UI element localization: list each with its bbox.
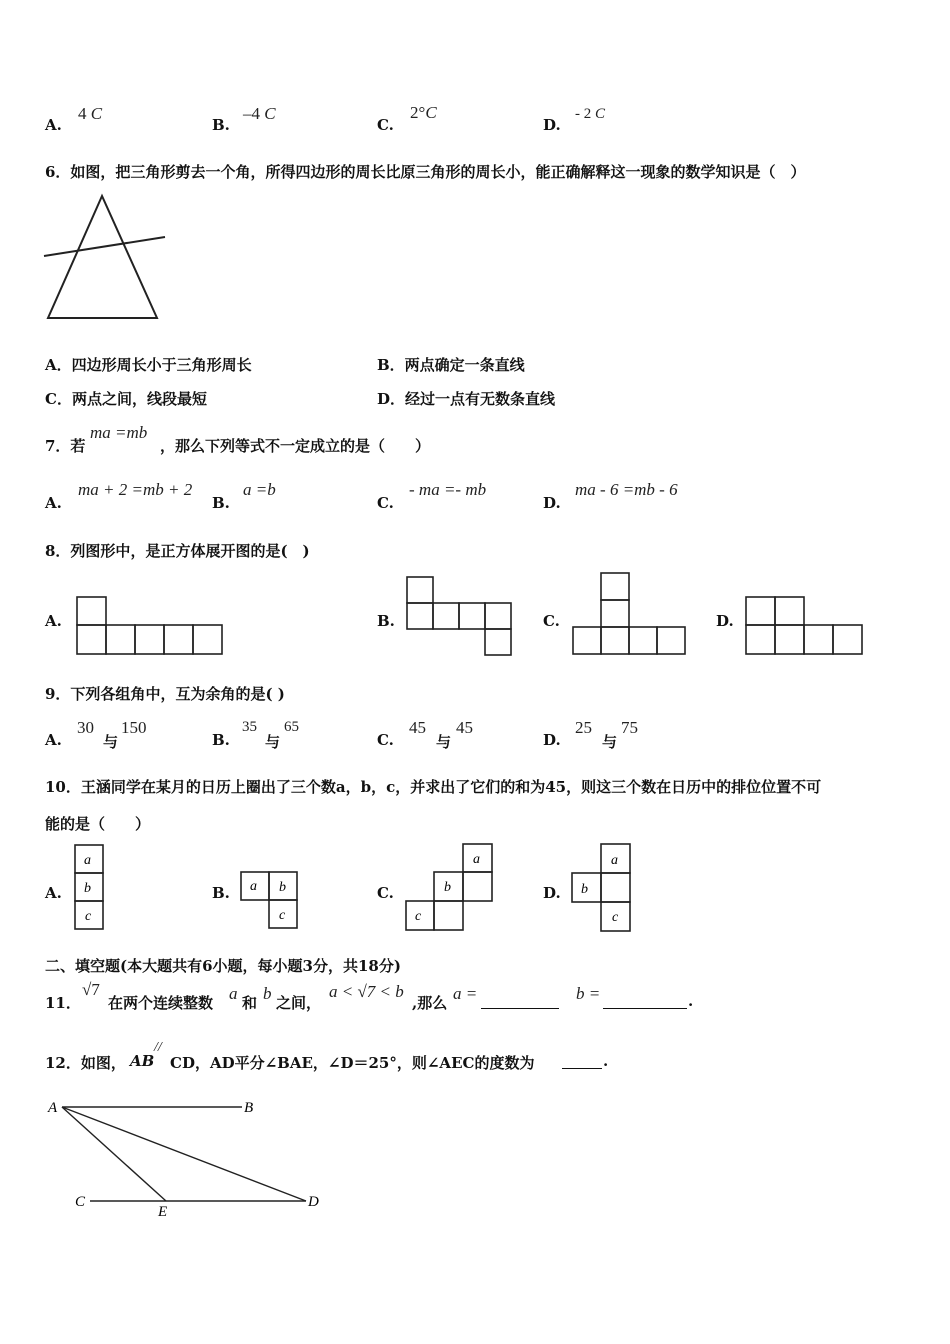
q11-text2: 和 [242, 994, 258, 1012]
q7-condition: ma =mb [90, 423, 148, 442]
q9-option-a-conj: 与 [103, 733, 119, 751]
q9-stem: 9．下列各组角中，互为余角的是( ) [45, 685, 285, 703]
q8-net-b [406, 576, 516, 658]
cell-c-label: c [85, 909, 92, 924]
q5-option-c-letter: C. [377, 116, 394, 134]
q12-stem-prefix: 12．如图， [45, 1054, 126, 1072]
q10-stem-line1: 10．王涵同学在某月的日历上圈出了三个数a，b，c，并求出了它们的和为45，则这三个数在日历中的排位位置不可 [45, 778, 822, 796]
q11-end: . [688, 992, 694, 1010]
q12-answer-blank[interactable] [562, 1068, 602, 1069]
q10-option-d-letter: D. [543, 884, 561, 902]
label-b: B [244, 1100, 254, 1116]
q11-text1: 在两个连续整数 [108, 994, 214, 1012]
q5-option-c-value: 2°C [410, 103, 437, 122]
q8-option-a-letter: A. [45, 612, 62, 630]
cell-a-label: a [473, 852, 480, 867]
q9-option-b-conj: 与 [265, 733, 281, 751]
q5-option-d-letter: D. [543, 116, 561, 134]
q9-option-b-angle2: 65 [284, 719, 299, 735]
q11-var-a: a [229, 984, 238, 1003]
triangle-shape [48, 196, 157, 318]
q10-option-b-letter: B. [212, 884, 230, 902]
q9-option-d-angle2: 75 [621, 718, 638, 737]
q8-net-a [76, 596, 224, 656]
q5-option-a-value: 4 C [78, 104, 103, 123]
cell-b-label: b [279, 880, 286, 895]
q7-option-b-letter: B. [212, 494, 230, 512]
q7-option-d-expr: ma - 6 =mb - 6 [575, 480, 678, 499]
q7-option-d-letter: D. [543, 494, 561, 512]
q6-option-a: A．四边形周长小于三角形周长 [45, 356, 252, 374]
q12-rest: CD，AD平分∠BAE，∠D＝25°，则∠AEC的度数为 [170, 1054, 535, 1072]
q8-option-d-letter: D. [716, 612, 734, 630]
q6-option-d: D．经过一点有无数条直线 [377, 390, 556, 408]
q9-option-b-letter: B. [212, 731, 230, 749]
cell-c-label: c [612, 910, 619, 925]
q7-option-c-expr: - ma =- mb [409, 480, 487, 499]
line-ae [62, 1107, 166, 1201]
q11-answer-b-blank[interactable] [603, 1008, 687, 1009]
q7-option-b-expr: a =b [243, 480, 276, 499]
label-d: D [308, 1194, 319, 1210]
cell-c-label: c [279, 908, 286, 923]
cell-b-label: b [581, 882, 588, 897]
q11-number: 11． [45, 994, 81, 1012]
q11-text3: 之间， [276, 994, 322, 1012]
q5-option-b-letter: B. [212, 116, 230, 134]
q9-option-b-angle1: 35 [242, 719, 257, 735]
cell-b-label: b [444, 880, 451, 895]
q6-option-b: B．两点确定一条直线 [377, 356, 525, 374]
q12-end: . [603, 1052, 609, 1070]
q6-triangle-figure [40, 192, 170, 324]
q7-option-c-letter: C. [377, 494, 394, 512]
label-a: A [48, 1100, 58, 1116]
q9-option-c-letter: C. [377, 731, 394, 749]
q11-inequality: a < √7 < b [329, 982, 404, 1001]
q5-option-d-value: - 2 C [575, 106, 606, 122]
q8-net-d [745, 596, 867, 656]
q9-option-c-angle2: 45 [456, 718, 473, 737]
label-c: C [75, 1194, 86, 1210]
q12-geometry-figure [40, 1092, 340, 1222]
q10-figure-c [405, 843, 495, 933]
cell-b-label: b [84, 881, 91, 896]
q8-option-c-letter: C. [543, 612, 560, 630]
q11-answer-a-blank[interactable] [481, 1008, 559, 1009]
q6-option-c: C．两点之间，线段最短 [45, 390, 207, 408]
q10-figure-d [571, 843, 633, 933]
q7-option-a-expr: ma + 2 =mb + 2 [78, 480, 193, 499]
q11-answer-a-label: a = [453, 984, 478, 1003]
cell-c-label: c [415, 909, 422, 924]
label-e: E [158, 1204, 168, 1220]
cell-a-label: a [611, 853, 618, 868]
cell-a-label: a [250, 879, 257, 894]
q10-option-a-letter: A. [45, 884, 62, 902]
q9-option-d-angle1: 25 [575, 718, 592, 737]
q9-option-a-angle1: 30 [77, 718, 94, 737]
line-ad [62, 1107, 306, 1201]
q12-parallel-symbol: // [154, 1040, 162, 1055]
q9-option-c-angle1: 45 [409, 718, 426, 737]
q10-figure-a [74, 844, 104, 932]
q11-text4: ,那么 [412, 994, 448, 1012]
q9-option-d-letter: D. [543, 731, 561, 749]
q5-option-b-value: –4 C [243, 104, 276, 123]
q7-stem-suffix: ，那么下列等式不一定成立的是（ ） [160, 437, 431, 455]
q11-var-b: b [263, 984, 272, 1003]
q7-option-a-letter: A. [45, 494, 62, 512]
q10-figure-b [240, 871, 300, 933]
q7-stem-prefix: 7．若 [45, 437, 86, 455]
q9-option-c-conj: 与 [436, 733, 452, 751]
q6-stem: 6．如图，把三角形剪去一个角，所得四边形的周长比原三角形的周长小，能正确解释这一现象的数学知识是（ ） [45, 163, 806, 181]
section-2-heading: 二、填空题(本大题共有6小题，每小题3分，共18分) [45, 957, 401, 975]
q8-stem: 8．列图形中，是正方体展开图的是( ) [45, 542, 310, 560]
q12-ab: AB [130, 1052, 155, 1070]
q11-radical: √7 [82, 980, 100, 999]
q9-option-d-conj: 与 [602, 733, 618, 751]
q10-option-c-letter: C. [377, 884, 394, 902]
q11-answer-b-label: b = [576, 984, 601, 1003]
q9-option-a-letter: A. [45, 731, 62, 749]
q8-net-c [572, 572, 688, 658]
cut-line [44, 237, 165, 256]
cell-a-label: a [84, 853, 91, 868]
q8-option-b-letter: B. [377, 612, 395, 630]
q9-option-a-angle2: 150 [121, 718, 147, 737]
q5-option-a-letter: A. [45, 116, 62, 134]
q10-stem-line2: 能的是（ ） [45, 815, 151, 833]
